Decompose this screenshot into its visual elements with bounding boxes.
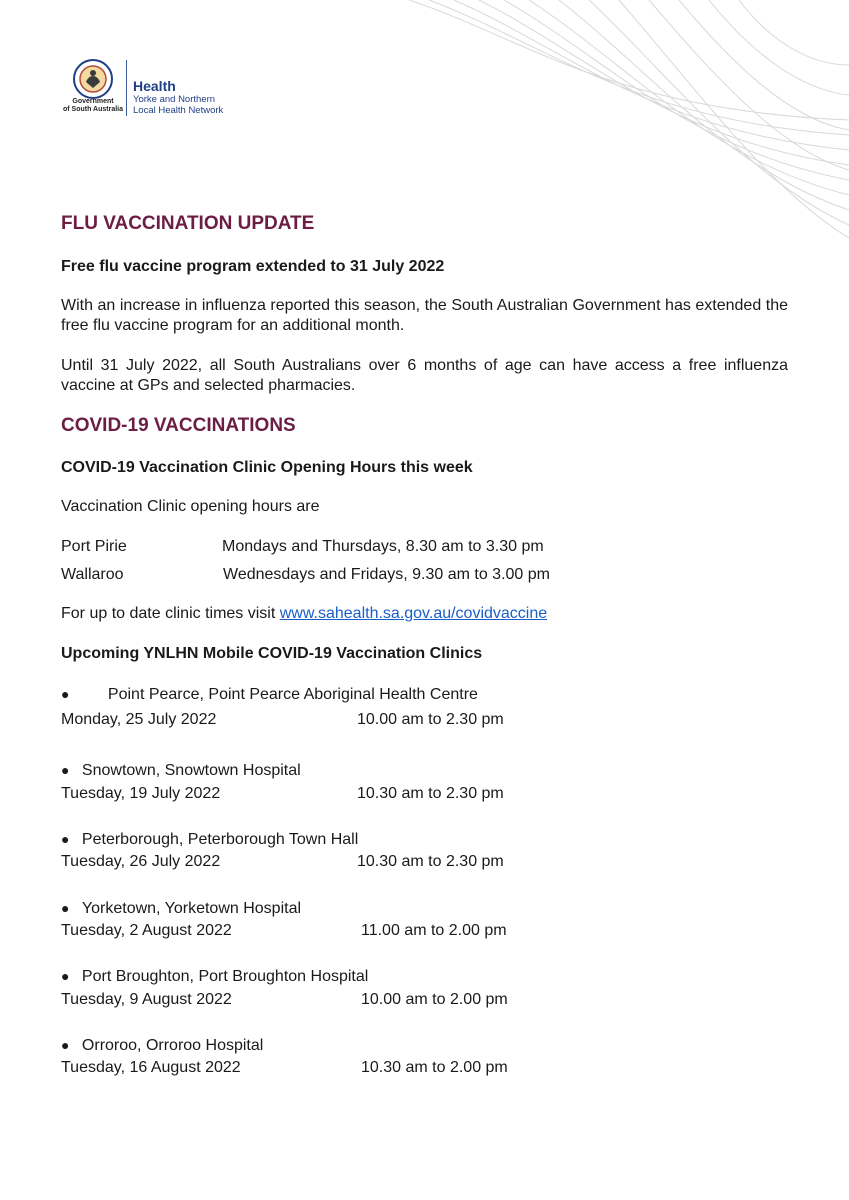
- health-wordmark: Health: [133, 78, 176, 94]
- clinic-date: Tuesday, 26 July 2022: [61, 853, 221, 870]
- clinic-location: Orroroo, Orroroo Hospital: [81, 1037, 264, 1054]
- bullet-icon: ●: [61, 686, 70, 702]
- hours-times: Mondays and Thursdays, 8.30 am to 3.30 pm: [222, 538, 544, 555]
- clinic-location: Point Pearce, Point Pearce Aboriginal Health Centre: [107, 686, 478, 703]
- hours-place: Port Pirie: [61, 538, 127, 555]
- network-name: Yorke and Northern Local Health Network: [133, 94, 224, 116]
- flu-paragraph-2: Until 31 July 2022, all South Australians over 6 months of age can have access a free influenza vaccine at GPs and selected pharmacies.: [61, 357, 788, 394]
- clinic-time: 10.30 am to 2.00 pm: [361, 1059, 508, 1076]
- clinic-item: [61, 900, 301, 918]
- clinic-date: Tuesday, 19 July 2022: [61, 785, 221, 802]
- mobile-clinics-heading: Upcoming YNLHN Mobile COVID-19 Vaccination Clinics: [61, 645, 483, 662]
- clinic-item: [61, 968, 368, 986]
- visit-text: For up to date clinic times visit: [61, 605, 276, 622]
- hours-times: Wednesdays and Fridays, 9.30 am to 3.00 pm: [223, 566, 550, 583]
- clinic-item: [61, 762, 301, 780]
- clinic-date: Monday, 25 July 2022: [61, 711, 217, 728]
- clinic-date: Tuesday, 2 August 2022: [61, 922, 232, 939]
- covid-subheading: COVID-19 Vaccination Clinic Opening Hours this week: [61, 459, 473, 476]
- state-crest-icon: [72, 58, 114, 100]
- clinic-location: Port Broughton, Port Broughton Hospital: [81, 968, 369, 985]
- clinic-date: Tuesday, 9 August 2022: [61, 991, 232, 1008]
- decorative-waves: [409, 0, 849, 240]
- bullet-icon: ●: [61, 1037, 70, 1053]
- clinic-time: 10.30 am to 2.30 pm: [357, 785, 504, 802]
- clinic-location: Snowtown, Snowtown Hospital: [81, 762, 301, 779]
- clinic-date: Tuesday, 16 August 2022: [61, 1059, 241, 1076]
- clinic-location: Peterborough, Peterborough Town Hall: [81, 831, 359, 848]
- bullet-icon: ●: [61, 762, 70, 778]
- hours-place: Wallaroo: [61, 566, 124, 583]
- covid-heading: COVID-19 VACCINATIONS: [61, 415, 296, 436]
- clinic-time: 10.00 am to 2.00 pm: [361, 991, 508, 1008]
- clinic-location: Yorketown, Yorketown Hospital: [81, 900, 302, 917]
- bullet-icon: ●: [61, 968, 70, 984]
- flu-paragraph-1: With an increase in influenza reported this season, the South Australian Government has extended the free flu vaccine program for an additional month.: [61, 297, 788, 334]
- flu-heading: FLU VACCINATION UPDATE: [61, 213, 315, 234]
- clinic-item: [61, 686, 478, 704]
- clinic-item: [61, 1037, 263, 1055]
- clinic-time: 10.00 am to 2.30 pm: [357, 711, 504, 728]
- hours-intro: Vaccination Clinic opening hours are: [61, 498, 320, 515]
- clinic-time: 11.00 am to 2.00 pm: [361, 922, 507, 939]
- clinic-item: [61, 831, 358, 849]
- clinic-time: 10.30 am to 2.30 pm: [357, 853, 504, 870]
- sa-health-logo: [60, 58, 240, 120]
- logo-divider: [126, 60, 127, 116]
- government-label: Government of South Australia: [62, 98, 124, 113]
- flu-subheading: Free flu vaccine program extended to 31 July 2022: [61, 258, 445, 275]
- covid-vaccine-link[interactable]: www.sahealth.sa.gov.au/covidvaccine: [279, 605, 548, 622]
- visit-line: [61, 605, 547, 623]
- bullet-icon: ●: [61, 831, 70, 847]
- bullet-icon: ●: [61, 900, 70, 916]
